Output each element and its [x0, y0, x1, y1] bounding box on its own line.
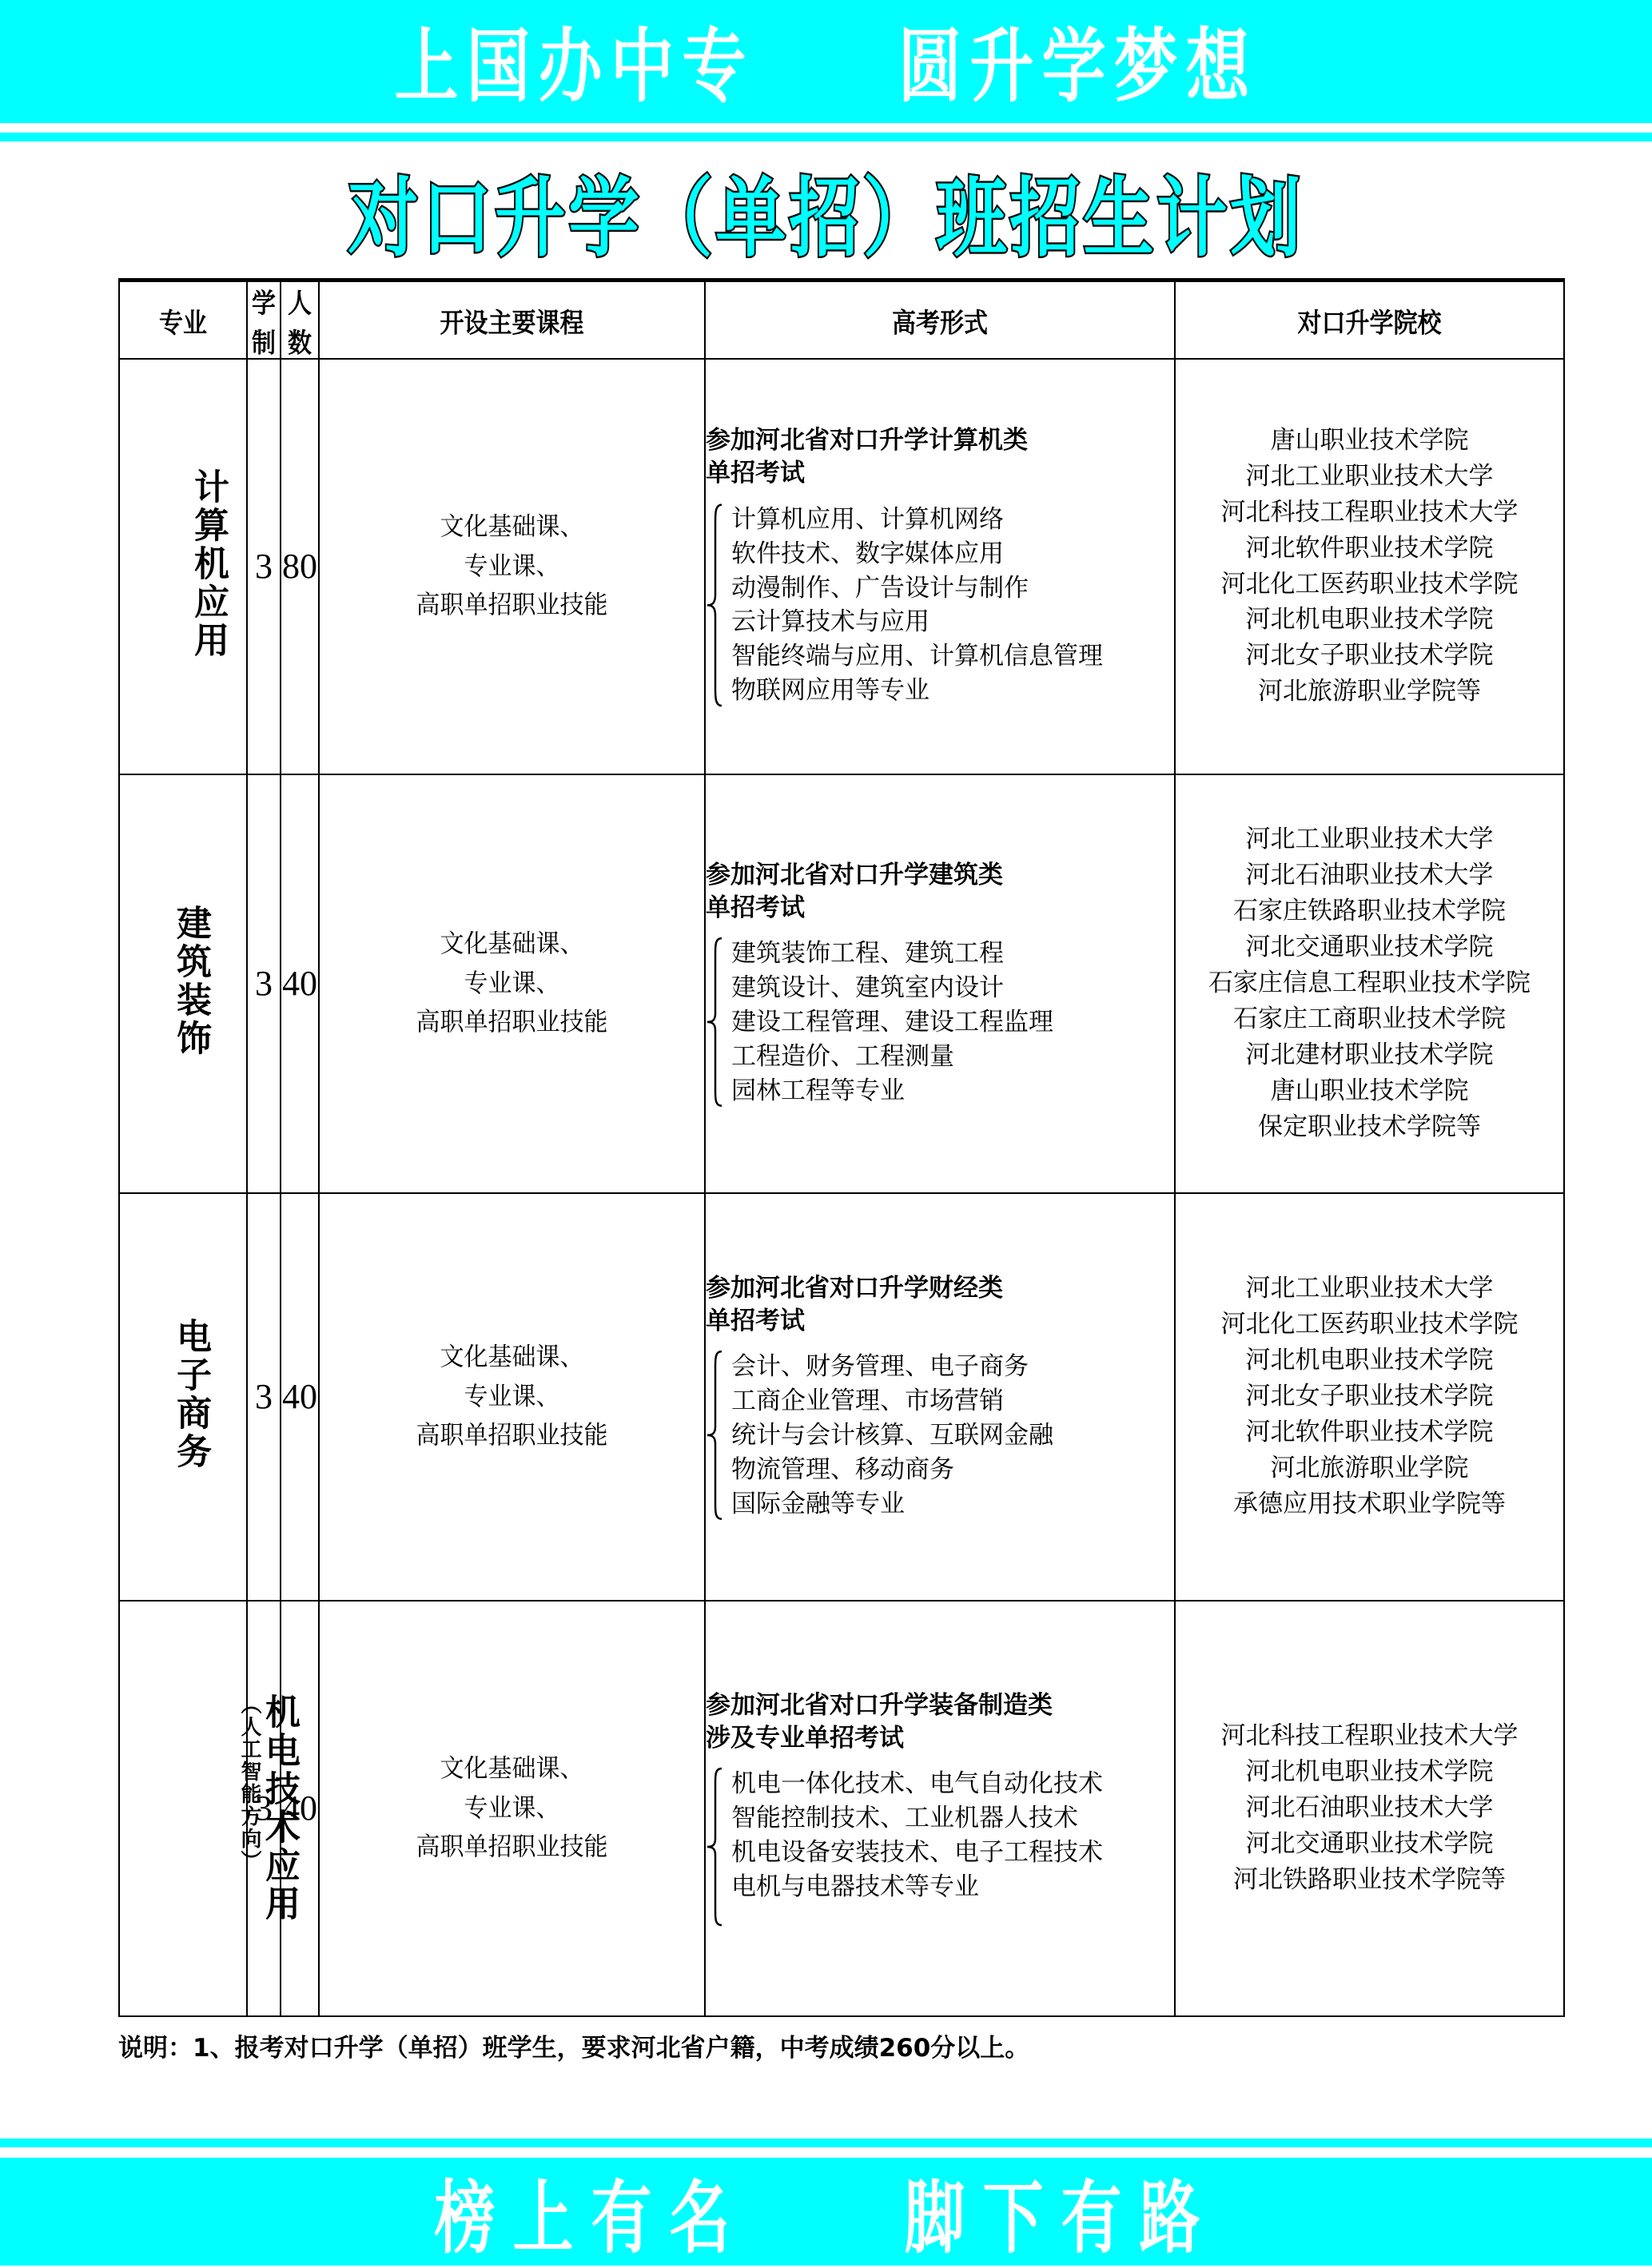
major-direction-note: （人工智能方向）	[237, 1693, 261, 1872]
schools-cell	[1175, 774, 1564, 1193]
exam-title-line: 参加河北省对口升学计算机类	[706, 426, 1028, 456]
exam-title-line: 涉及专业单招考试	[706, 1723, 904, 1753]
school-item: 保定职业技术学院等	[1258, 1112, 1481, 1141]
course-line: 高职单招职业技能	[416, 590, 608, 619]
exam-major-item: 动漫制作、广告设计与制作	[731, 573, 1029, 603]
major-name: 建筑装饰	[170, 905, 211, 1058]
exam-major-list	[728, 937, 1053, 1108]
exam-major-item: 园林工程等专业	[731, 1076, 905, 1105]
exam-title-line: 参加河北省对口升学建筑类	[706, 860, 1003, 889]
courses-cell	[319, 763, 705, 1203]
exam-title	[706, 1689, 1174, 1755]
exam-major-item: 电机与电器技术等专业	[731, 1872, 979, 1901]
curly-brace-icon	[706, 1350, 725, 1521]
years-cell: 3	[247, 1601, 281, 2016]
enrollment-plan-table	[118, 278, 1565, 2017]
table-row	[119, 774, 1564, 1193]
major-name: 计算机应用	[188, 468, 229, 660]
top-rule-lower	[0, 133, 1652, 141]
school-item: 河北工业职业技术大学	[1245, 1274, 1494, 1303]
course-line: 高职单招职业技能	[416, 1007, 608, 1037]
header-count: 人数	[281, 276, 319, 364]
school-item: 河北旅游职业学院	[1270, 1453, 1469, 1482]
course-line: 文化基础课、	[440, 511, 584, 542]
school-item: 河北科技工程职业技术大学	[1220, 497, 1519, 527]
course-line: 文化基础课、	[440, 1753, 584, 1784]
school-item: 河北交通职业技术学院	[1245, 933, 1494, 962]
exam-cell	[705, 359, 1175, 774]
exam-major-item: 建设工程管理、建设工程监理	[731, 1008, 1053, 1037]
exam-major-item: 物联网应用等专业	[731, 675, 929, 705]
exam-major-item: 物流管理、移动商务	[731, 1454, 954, 1484]
exam-cell	[705, 1193, 1175, 1601]
bottom-rule	[0, 2139, 1652, 2147]
exam-title	[706, 859, 1174, 925]
major-cell	[119, 1193, 247, 1601]
bottom-banner	[0, 2158, 1652, 2266]
exam-cell	[705, 1601, 1175, 2016]
exam-major-item: 建筑装饰工程、建筑工程	[731, 939, 1004, 969]
curly-brace-icon	[706, 937, 725, 1108]
exam-title	[706, 424, 1174, 490]
school-item: 河北工业职业技术大学	[1245, 461, 1494, 491]
exam-title	[706, 1272, 1174, 1338]
course-line: 文化基础课、	[440, 1342, 584, 1372]
school-item: 河北建材职业技术学院	[1245, 1040, 1494, 1069]
header-major: 专业	[119, 276, 247, 364]
courses-cell	[319, 1183, 705, 1611]
table-row	[119, 359, 1564, 774]
bottom-banner-text: 榜上有名 脚下有路	[434, 2171, 1218, 2265]
course-line: 高职单招职业技能	[416, 1832, 608, 1861]
school-item: 河北石油职业技术大学	[1245, 861, 1494, 890]
school-item: 河北女子职业技术学院	[1245, 1382, 1494, 1411]
years-cell: 3	[247, 774, 281, 1193]
exam-major-list	[728, 1767, 1103, 1927]
header-exam: 高考形式	[705, 276, 1175, 364]
course-line: 专业课、	[464, 1381, 560, 1411]
exam-major-item: 工商企业管理、市场营销	[731, 1387, 1004, 1416]
exam-major-item: 工程造价、工程测量	[731, 1041, 954, 1071]
exam-major-item: 云计算技术与应用	[731, 607, 929, 637]
school-item: 河北石油职业技术大学	[1245, 1793, 1494, 1823]
courses-cell	[319, 1590, 705, 2027]
exam-major-list	[728, 503, 1103, 708]
school-item: 石家庄信息工程职业技术学院	[1208, 969, 1531, 998]
exam-title-line: 参加河北省对口升学装备制造类	[706, 1690, 1053, 1720]
top-rule-upper	[0, 118, 1652, 123]
exam-major-item: 机电设备安装技术、电子工程技术	[731, 1837, 1103, 1867]
course-line: 专业课、	[464, 551, 560, 581]
school-item: 河北交通职业技术学院	[1245, 1828, 1494, 1858]
top-banner	[0, 0, 1652, 118]
count-cell: 40	[281, 1601, 319, 2016]
exam-major-item: 统计与会计核算、互联网金融	[731, 1421, 1053, 1450]
page-title: 对口升学（单招）班招生计划	[348, 167, 1304, 269]
years-cell: 3	[247, 359, 281, 774]
header-schools: 对口升学院校	[1175, 276, 1564, 364]
top-banner-text: 上国办中专 圆升学梦想	[394, 19, 1258, 113]
exam-major-item: 建筑设计、建筑室内设计	[731, 973, 1004, 1003]
schools-cell	[1175, 1601, 1564, 2016]
curly-brace-icon	[706, 1767, 725, 1927]
exam-major-item: 软件技术、数字媒体应用	[731, 539, 1004, 568]
exam-major-item: 计算机应用、计算机网络	[731, 505, 1004, 535]
table-body	[119, 359, 1564, 2016]
school-item: 河北化工医药职业技术学院	[1220, 1310, 1519, 1339]
exam-cell	[705, 774, 1175, 1193]
major-name: 电子商务	[170, 1318, 211, 1471]
course-line: 高职单招职业技能	[416, 1420, 608, 1450]
table-header-row	[119, 281, 1564, 359]
schools-cell	[1175, 359, 1564, 774]
school-item: 承德应用技术职业学院等	[1233, 1489, 1506, 1518]
exam-major-item: 会计、财务管理、电子商务	[731, 1352, 1029, 1382]
school-item: 唐山职业技术学院	[1270, 425, 1469, 455]
school-item: 唐山职业技术学院	[1270, 1076, 1469, 1105]
school-item: 河北机电职业技术学院	[1245, 1346, 1494, 1375]
years-cell: 3	[247, 1193, 281, 1601]
major-cell	[119, 774, 247, 1193]
count-cell: 40	[281, 774, 319, 1193]
curly-brace-icon	[706, 503, 725, 708]
schools-cell	[1175, 1193, 1564, 1601]
school-item: 石家庄铁路职业技术学院	[1233, 897, 1506, 926]
school-item: 河北科技工程职业技术大学	[1220, 1721, 1519, 1751]
footnote: 说明：1、报考对口升学（单招）班学生，要求河北省户籍，中考成绩260分以上。	[118, 2034, 1030, 2063]
school-item: 河北铁路职业技术学院等	[1233, 1864, 1506, 1894]
school-item: 河北女子职业技术学院	[1245, 641, 1494, 670]
exam-major-item: 机电一体化技术、电气自动化技术	[731, 1769, 1103, 1799]
count-cell: 40	[281, 1193, 319, 1601]
school-item: 河北机电职业技术学院	[1245, 1757, 1494, 1787]
count-cell: 80	[281, 359, 319, 774]
course-line: 专业课、	[464, 1793, 560, 1823]
school-item: 石家庄工商职业技术学院	[1233, 1004, 1506, 1033]
exam-major-item: 智能终端与应用、计算机信息管理	[731, 642, 1103, 671]
school-item: 河北软件职业技术学院	[1245, 1417, 1494, 1446]
exam-major-item: 国际金融等专业	[731, 1489, 905, 1518]
exam-title-line: 单招考试	[706, 1306, 805, 1335]
school-item: 河北旅游职业学院等	[1258, 677, 1481, 706]
table-row	[119, 1601, 1564, 2016]
exam-title-line: 单招考试	[706, 893, 805, 922]
school-item: 河北机电职业技术学院	[1245, 605, 1494, 635]
enrollment-plan-table-wrapper	[118, 278, 1563, 2017]
table-row	[119, 1193, 1564, 1601]
school-item: 河北工业职业技术大学	[1245, 825, 1494, 854]
header-years: 学制	[247, 276, 281, 364]
course-line: 专业课、	[464, 968, 560, 998]
exam-major-list	[728, 1350, 1053, 1521]
header-courses: 开设主要课程	[319, 276, 705, 364]
major-name: 机电技术应用	[259, 1693, 300, 1924]
courses-cell	[319, 348, 705, 785]
major-cell	[119, 359, 247, 774]
school-item: 河北化工医药职业技术学院	[1220, 569, 1519, 599]
exam-major-item: 智能控制技术、工业机器人技术	[731, 1804, 1078, 1833]
exam-title-line: 参加河北省对口升学财经类	[706, 1273, 1003, 1303]
school-item: 河北软件职业技术学院	[1245, 533, 1494, 563]
course-line: 文化基础课、	[440, 929, 584, 959]
exam-title-line: 单招考试	[706, 459, 805, 488]
